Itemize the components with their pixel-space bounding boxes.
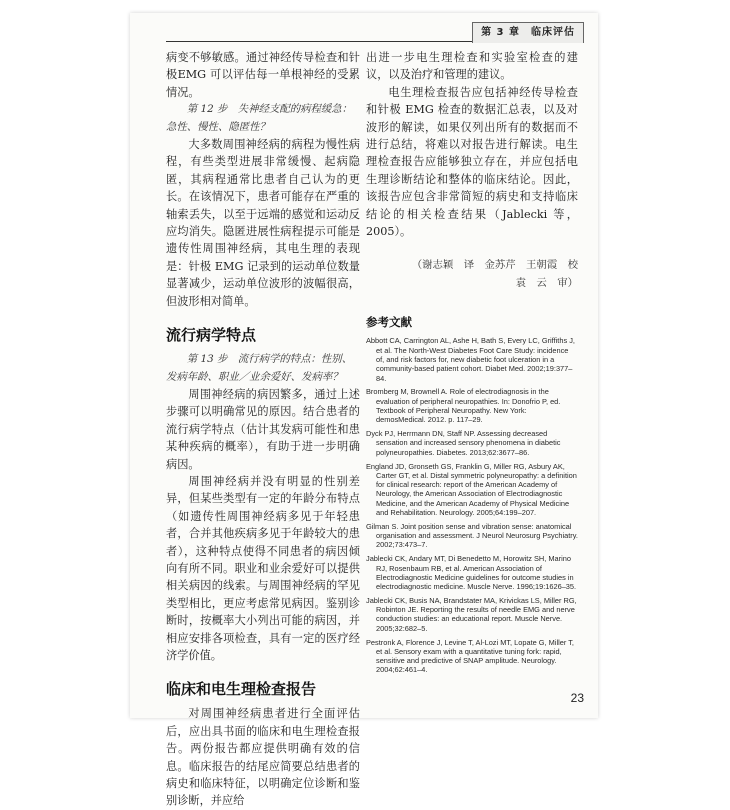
section-heading-epidemiology: 流行病学特点 xyxy=(166,326,257,345)
reference-item: Jablecki CK, Andary MT, Di Benedetto M, Horowitz SH, Marino RJ, Rosenbaum RB, et al. American Association of Electrodiagnostic Medicine guidelines for outcome studies in electrodiagnostic medicine. Muscle Nerve. 1996;19:1626–35. xyxy=(366,554,577,592)
page-number: 23 xyxy=(570,691,584,705)
translator-credit xyxy=(366,256,578,292)
paragraph: 出进一步电生理检查和实验室检查的建议，以及治疗和管理的建议。 xyxy=(366,51,578,82)
paragraph: 大多数周围神经病的病程为慢性病程，有些类型进展非常缓慢、起病隐匿，其病程通常比患者自己认为的更长。在该情况下，患者可能存在严重的轴索丢失，以至于远端的感觉和运动反应均消失。隐匿进展性病程提示可能是遗传性周围神经病，其电生理的表现是：针极 EMG 记录到的运动单位数量显著减少，运动单位波形的波幅很高，但波形相对简单。 xyxy=(166,138,360,308)
reference-item: Dyck PJ, Herrmann DN, Staff NP. Assessing decreased sensation and increased sensory phenomena in diabetic polyneuropathies. Diabetes. 2013;62:3677–86. xyxy=(366,429,561,457)
references-heading: 参考文献 xyxy=(366,315,412,330)
reference-item: Jablecki CK, Busis NA, Brandstater MA, Krivickas LS, Miller RG, Robinton JE. Reporting the results of needle EMG and nerve conduction studies: an educational report. Muscle Nerve. 2005;32:682–5. xyxy=(366,595,577,633)
reference-item: Gilman S. Joint position sense and vibration sense: anatomical organisation and assessment. J Neurol Neurosurg Psychiatry. 2002;73:473–7. xyxy=(366,521,578,550)
step-12-heading: 第 12 步 失神经支配的病程缓急：急性、慢性、隐匿性？ xyxy=(166,103,353,133)
section-heading-reports: 临床和电生理检查报告 xyxy=(166,680,317,699)
reviewer-line: 袁 云 审） xyxy=(515,277,578,290)
book-page xyxy=(130,13,598,808)
reference-item: Bromberg M, Brownell A. Role of electrodiagnosis in the evaluation of peripheral neuropathies. In: Donofrio P, ed. Textbook of Peripheral Neuropathy. New York: demosMedical. 2012. p. 117–29. xyxy=(366,387,561,425)
paragraph: 对周围神经病患者进行全面评估后，应出具书面的临床和电生理检查报告。两份报告都应提供明确有效的信息。临床报告的结尾应简要总结患者的病史和临床特征，以明确定位诊断和鉴别诊断，并应给 xyxy=(166,707,360,808)
right-column xyxy=(366,49,578,679)
left-column xyxy=(166,49,360,810)
running-header xyxy=(130,13,598,43)
reference-item: Abbott CA, Carrington AL, Ashe H, Bath S, Every LC, Griffiths J, et al. The North-West Diabetes Foot Care Study: incidence of, and risk factors for, new diabetic foot ulceration in a community-based patient cohort. Diabet Med. 2002;19:377–84. xyxy=(366,336,575,383)
translators-line: （谢志颖 译 金苏芹 王朝霞 校 xyxy=(411,259,578,272)
chapter-tab: 第 3 章 临床评估 xyxy=(472,22,584,43)
reference-item: England JD, Gronseth GS, Franklin G, Miller RG, Asbury AK, Carter GT, et al. Distal symmetric polyneuropathy: a definition for clinical research: report of the American Academy of Neurology, the American Association of Electrodiagnostic Medicine, and the American Academy of Physical Medicine and Rehabilitation. Neurology. 2005;64:199–207. xyxy=(366,461,577,518)
paragraph: 病变不够敏感。通过神经传导检查和针极EMG 可以评估每一单根神经的受累情况。 xyxy=(166,51,360,99)
step-13-heading: 第 13 步 流行病学的特点：性别、发病年龄、职业／业余爱好、发病率？ xyxy=(166,353,353,383)
paragraph: 电生理检查报告应包括神经传导检查和针极 EMG 检查的数据汇总表，以及对波形的解读，如果仅列出所有的数据而不进行总结，将难以对报告进行解读。电生理检查报告应能够独立存在，并应包括电生理诊断结论和整体的临床结论。因此，该报告应包含非常简短的病史和支持临床结论的相关检查结果（Jablecki 等，2005）。 xyxy=(366,85,578,239)
reference-item: Pestronk A, Florence J, Levine T, Al-Lozi MT, Lopate G, Miller T, et al. Sensory exam with a quantitative tuning fork: rapid, sensitive and predictive of SNAP amplitude. Neurology. 2004;62:461–4. xyxy=(366,637,574,675)
paragraph: 周围神经病并没有明显的性别差异，但某些类型有一定的年龄分布特点（如遗传性周围神经病多见于年轻患者，合并其他疾病多见于年龄较大的患者），这种特点使得不同患者的病因倾向有所不同。职业和业余爱好可以提供相关病因的线索。与周围神经病的罕见类型相比，更应考虑常见病因。鉴别诊断时，按概率大小列出可能的病因，并相应安排各项检查，具有一定的医疗经济学价值。 xyxy=(166,474,360,662)
paragraph: 周围神经病的病因繁多，通过上述步骤可以明确常见的原因。结合患者的流行病学特点（估计其发病可能性和患某种疾病的概率），有助于进一步明确病因。 xyxy=(166,387,360,471)
